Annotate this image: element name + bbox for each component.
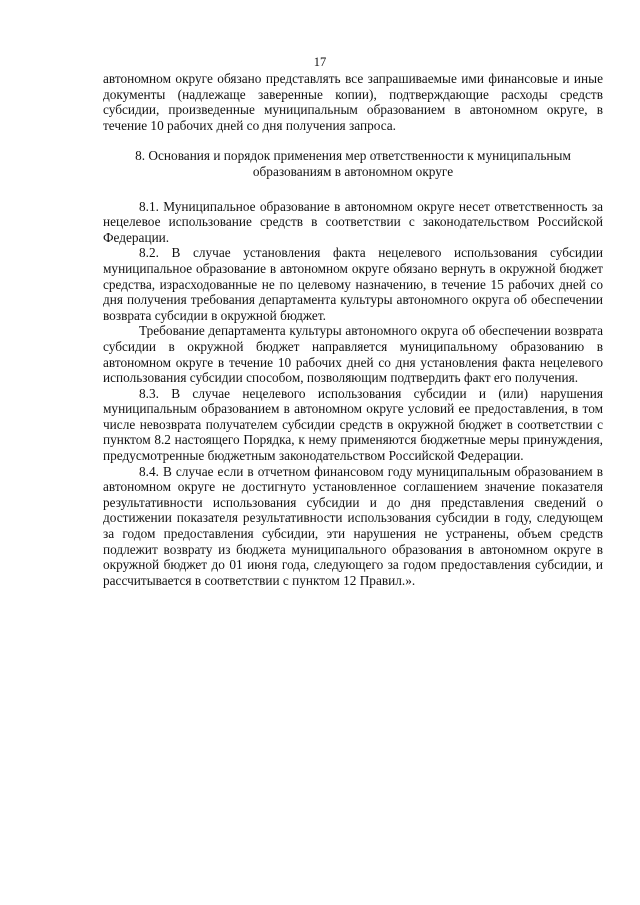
paragraph-8-1: 8.1. Муниципальное образование в автономном округе несет ответственность за нецелевое использование средств в соответствии с законодательством Российской Федерации. bbox=[103, 198, 603, 245]
document-body bbox=[103, 71, 603, 588]
paragraph-8-3: 8.3. В случае нецелевого использования субсидии и (или) нарушения муниципальным образованием в автономном округе условий ее предоставления, в том числе невозврата получателем субсидии средств в окружной бюджет в соответствии с пунктом 8.2 настоящего Порядка, к нему применяются бюджетные меры принуждения, предусмотренные бюджетным законодательством Российской Федерации. bbox=[103, 385, 603, 464]
paragraph-8-4: 8.4. В случае если в отчетном финансовом году муниципальным образованием в автономном округе не достигнуто установленное соглашением значение показателя результативности использования субсидии и до дня представления сведений о достижении показателя результативности использования субсидии в году, следующем за годом предоставления субсидии, эти нарушения не устранены, объем средств подлежит возврату из бюджета муниципального образования в автономном округе в окружной бюджет до 01 июня года, следующего за годом предоставления субсидии, и рассчитывается в соответствии с пунктом 12 Правил.». bbox=[103, 463, 603, 588]
paragraph-8-2-requirement: Требование департамента культуры автономного округа об обеспечении возврата субсидии в окружной бюджет направляется муниципальному образованию в автономном округе в течение 10 рабочих дней со дня установления факта нецелевого использования субсидии способом, позволяющим подтвердить факт его получения. bbox=[103, 323, 603, 386]
section-heading: 8. Основания и порядок применения мер ответственности к муниципальным образованиям в автономном округе bbox=[135, 148, 571, 179]
page-number: 17 bbox=[313, 55, 327, 69]
intro-paragraph: автономном округе обязано представлять все запрашиваемые ими финансовые и иные документы (надлежаще заверенные копии), подтверждающие расходы средств субсидии, произведенные муниципальным образованием в автономном округе, в течение 10 рабочих дней со дня получения запроса. bbox=[103, 71, 603, 133]
paragraph-8-2: 8.2. В случае установления факта нецелевого использования субсидии муниципальное образование в автономном округе обязано вернуть в окружной бюджет средства, израсходованные не по целевому назначению, в течение 15 рабочих дней со дня получения требования департамента культуры автономного округа об обеспечении возврата субсидии в окружной бюджет. bbox=[103, 245, 603, 323]
